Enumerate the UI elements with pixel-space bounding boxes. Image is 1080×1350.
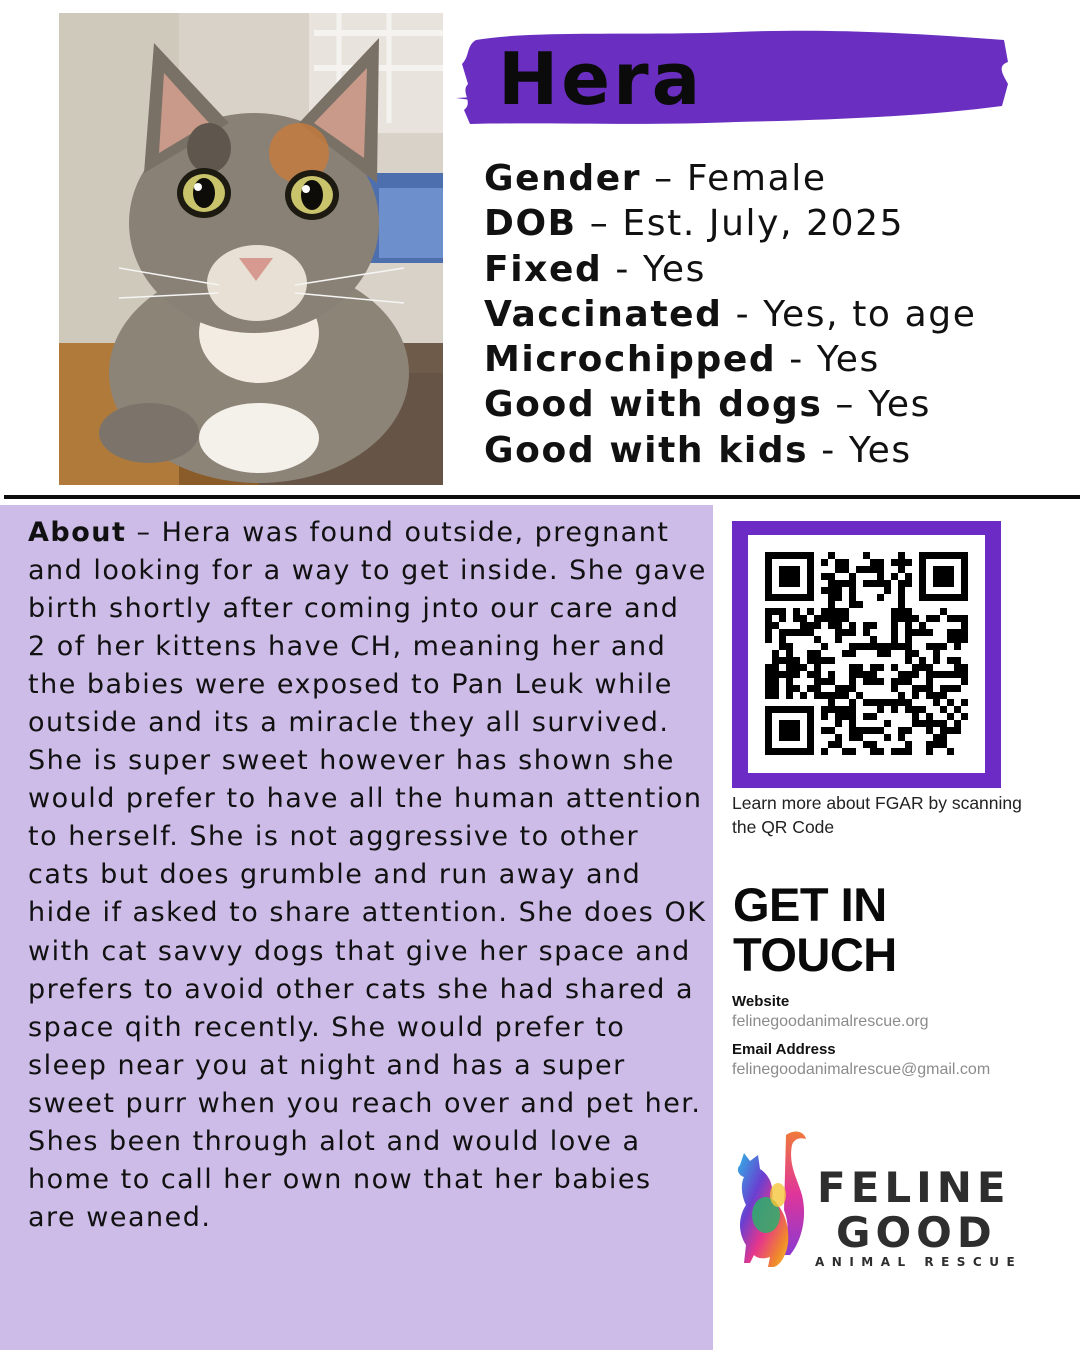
website-link[interactable]: felinegoodanimalrescue.org: [732, 1013, 929, 1030]
fact-microchipped: Microchipped - Yes: [484, 339, 880, 381]
fact-value: Est. July, 2025: [622, 203, 905, 245]
fact-value: Yes: [643, 248, 706, 290]
get-in-touch-heading: GET IN TOUCH: [733, 878, 897, 981]
fact-good-with-dogs: Good with dogs – Yes: [484, 384, 931, 426]
qr-code-icon: [748, 535, 985, 773]
email-link[interactable]: felinegoodanimalrescue@gmail.com: [732, 1061, 991, 1078]
fact-value: Yes: [848, 429, 912, 471]
qr-caption: Learn more about FGAR by scanning the QR Code: [732, 793, 1022, 837]
email-label: Email Address: [732, 1041, 836, 1058]
about-text: Hera was found outside, pregnant and looking for a way to get inside. She gave birth shortly after coming jnto our care and 2 of her kittens have CH, meaning her and the babies were exposed to Pan Leuk while outside and its a miracle they all survived. She is super sweet however has shown she would prefer to have all the human attention to herself. She is not aggressive to other cats but does grumble and run away and hide if asked to share attention. She does OK with cat savvy dogs that give her space and prefers to avoid other cats she had shared a space qith recently. She would prefer to sleep near you at night and has a super sweet purr when you reach over and pet her. Shes been through alot and would love a home to call her own now that her babies are weaned.: [28, 517, 707, 1233]
fact-vaccinated: Vaccinated - Yes, to age: [484, 293, 977, 335]
cat-logo-icon: [728, 1125, 818, 1275]
fact-label: Good with dogs: [484, 384, 823, 426]
about-paragraph: About – Hera was found outside, pregnant and looking for a way to get inside. She gave birth shortly after coming jnto our care and 2 of her kittens have CH, meaning her and the babies were exposed to Pan Leuk while outside and its a miracle they all survived. She is super sweet however has shown she would prefer to have all the human attention to herself. She is not aggressive to other cats but does grumble and run away and hide if asked to share attention. She does OK with cat savvy dogs that give her space and prefers to avoid other cats she had shared a space qith recently. She would prefer to sleep near you at night and has a super sweet purr when you reach over and pet her. Shes been through alot and would love a home to call her own now that her babies are weaned.: [28, 517, 707, 1233]
qr-code[interactable]: [748, 535, 985, 773]
fact-label: Good with kids: [484, 429, 809, 471]
email-block: [732, 1041, 990, 1081]
website-block: [732, 993, 929, 1033]
pet-facts-list: [484, 156, 976, 473]
about-panel: [0, 505, 713, 1350]
fact-value: Yes: [868, 384, 931, 426]
fact-label: Gender: [484, 158, 642, 199]
fact-gender: Gender – Female: [484, 158, 827, 199]
about-label: About: [28, 517, 127, 548]
feline-good-logo: [728, 1125, 1028, 1275]
fact-label: Fixed: [484, 248, 603, 290]
fact-label: Vaccinated: [484, 293, 723, 335]
fact-fixed: Fixed - Yes: [484, 248, 706, 290]
section-divider: [4, 495, 1080, 499]
website-label: Website: [732, 993, 790, 1010]
cat-photo: [59, 13, 443, 485]
logo-subtitle: ANIMAL RESCUE: [815, 1255, 1023, 1269]
fact-good-with-kids: Good with kids - Yes: [484, 429, 912, 471]
logo-word-good: GOOD: [836, 1208, 997, 1257]
pet-name: Hera: [498, 37, 704, 121]
fact-dob: DOB – Est. July, 2025: [484, 203, 905, 245]
name-banner: [456, 26, 1012, 130]
fact-value: Yes: [816, 339, 880, 381]
logo-word-feline: FELINE: [817, 1163, 1011, 1212]
fact-value: Female: [686, 158, 827, 199]
qr-code-frame[interactable]: [732, 521, 1001, 788]
fact-label: DOB: [484, 203, 577, 245]
fact-value: Yes, to age: [763, 293, 977, 335]
fact-label: Microchipped: [484, 339, 777, 381]
